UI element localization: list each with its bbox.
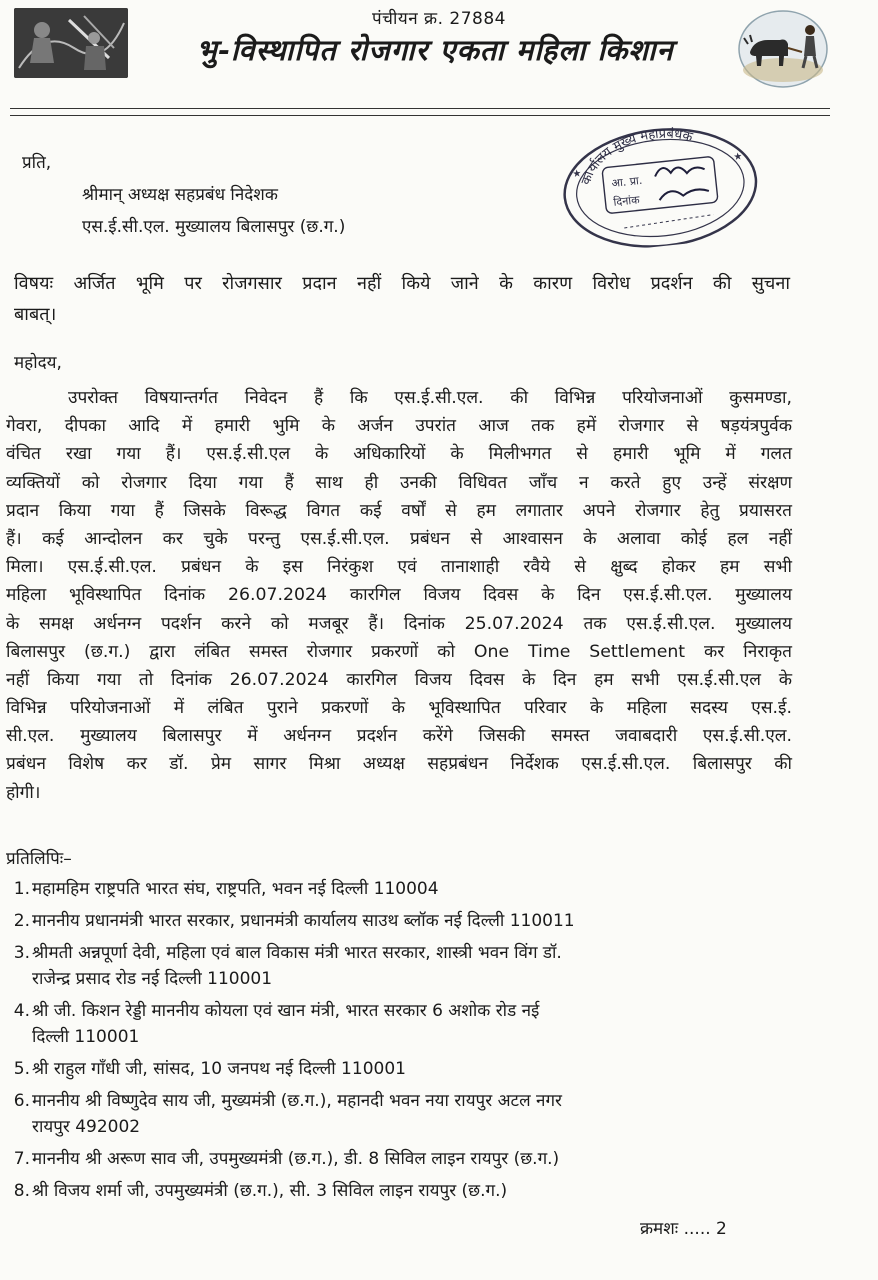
body-line: महिला भूविस्थापित दिनांक 26.07.2024 कारगिल विजय दिवस के दिन एस.ई.सी.एल. मुख्यालय [6, 585, 792, 606]
svg-text:★: ★ [571, 168, 582, 181]
cc-item-text: दिल्ली 110001 [32, 1027, 140, 1047]
cc-item [0, 998, 790, 1050]
body-line: प्रबंधन विशेष कर डॉ. प्रेम सागर मिश्रा अध्यक्ष सहप्रबंधन निर्देशक एस.ई.सी.एल. बिलासपुर की [6, 754, 792, 775]
cc-item [0, 1146, 790, 1172]
body-line: हैं। कई आन्दोलन कर चुके परन्तु एस.ई.सी.एल. प्रबंधन से आश्वासन के अलावा कोई हल नहीं [6, 528, 792, 549]
subject-block [14, 268, 790, 330]
subject-line: बाबत्। [14, 304, 57, 325]
cc-item [0, 1178, 790, 1204]
cc-item-text: श्री राहुल गाँधी जी, सांसद, 10 जनपथ नई दिल्ली 110001 [32, 1059, 406, 1079]
cc-item [0, 1088, 790, 1140]
cc-item-number: 2. [13, 911, 30, 931]
registration-number: पंचीयन क्र. 27884 [372, 9, 506, 29]
addressee-line-1: श्रीमान् अध्यक्ष सहप्रबंध निदेशक [82, 185, 278, 205]
cc-list [0, 876, 790, 1204]
stamp-ring-text: कार्यालय मुख्य महाप्रबंधक [578, 126, 694, 188]
cc-item [0, 1056, 790, 1082]
cc-item-text: श्री जी. किशन रेड्डी माननीय कोयला एवं खान मंत्री, भारत सरकार 6 अशोक रोड नई [32, 1001, 540, 1021]
subject-line: विषयः अर्जित भूमि पर रोजगसार प्रदान नहीं किये जाने के कारण विरोध प्रदर्शन की सुचना [14, 273, 790, 294]
stamp-signature [654, 164, 709, 201]
continuation-note: क्रमशः ..... 2 [640, 1219, 727, 1239]
body-line: बिलासपुर (छ.ग.) द्वारा लंबित समस्त रोजगार प्रकरणों को One Time Settlement कर निराकृत [6, 641, 792, 662]
body-line: विभिन्न परियोजनाओं में लंबित पुराने प्रकरणों के भूविस्थापित परिवार के महिला सदस्य एस.ई. [6, 698, 792, 719]
body-line: वंचित रखा गया हैं। एस.ई.सी.एल के अधिकारियों के मिलीभगत से हमारी भूमि में गलत [6, 444, 792, 465]
header-rule-top [10, 108, 830, 109]
body-line: उपरोक्त विषयान्तर्गत निवेदन हैं कि एस.ई.सी.एल. की विभिन्न परियोजनाओं कुसमण्डा, [68, 388, 792, 408]
header-rule-bottom [10, 115, 830, 116]
round-seal-icon [554, 114, 766, 256]
ploughing-farmer-icon [736, 8, 830, 90]
stamp-date-label: दिनांक [612, 193, 641, 209]
body-line: गेवरा, दीपका आदि में हमारी भुमि के अर्जन उपरांत आज तक हमें रोजगार से षड़यंत्रपुर्वक [6, 416, 792, 437]
cc-item-text: माननीय प्रधानमंत्री भारत सरकार, प्रधानमंत्री कार्यालय साउथ ब्लॉक नई दिल्ली 110011 [32, 911, 575, 931]
cc-item-number: 4. [13, 1001, 30, 1021]
salutation-to: प्रति, [22, 153, 52, 173]
office-received-stamp [554, 114, 766, 256]
cc-item-number: 7. [13, 1149, 30, 1169]
greeting: महोदय, [14, 353, 62, 373]
body-line: नहीं किया गया तो दिनांक 26.07.2024 कारगिल विजय दिवस के दिन हम सभी एस.ई.सी.एल के [6, 669, 792, 690]
cc-item-number: 1. [13, 879, 30, 899]
stamp-inward-label: आ. प्रा. [610, 173, 643, 191]
body-line: मिला। एस.ई.सी.एल. प्रबंधन के इस निरंकुश एवं तानाशाही रवैये से क्षुब्द होकर हम सभी [6, 557, 792, 578]
cc-item-text: राजेन्द्र प्रसाद रोड नई दिल्ली 110001 [32, 969, 273, 989]
body-line: होगी। [6, 782, 41, 803]
cc-item-text: माननीय श्री विष्णुदेव साय जी, मुख्यमंत्री (छ.ग.), महानदी भवन नया रायपुर अटल नगर [32, 1091, 563, 1111]
cc-item-number: 8. [13, 1181, 30, 1201]
body-line: सी.एल. मुख्यालय बिलासपुर में अर्धनग्न प्रदर्शन करेंगे जिसकी समस्त जवाबदारी एस.ई.सी.एल. [6, 726, 792, 747]
addressee-line-2: एस.ई.सी.एल. मुख्यालय बिलासपुर (छ.ग.) [82, 217, 346, 237]
cc-item-text: महामहिम राष्ट्रपति भारत संघ, राष्ट्रपति, भवन नई दिल्ली 110004 [32, 879, 439, 899]
cc-heading: प्रतिलिपिः– [6, 849, 72, 869]
cc-item-number: 6. [13, 1091, 30, 1111]
body-line: प्रदान किया गया हैं जिसके विरूद्ध विगत कई वर्षों से हम लगातार अपने रोजगार हेतु प्रयासरत [6, 500, 792, 521]
cc-item-number: 3. [13, 943, 30, 963]
cc-item [0, 940, 790, 992]
cc-item [0, 908, 790, 934]
body-line: व्यक्तियों को रोजगार दिया गया हैं साथ ही उनकी विधिवत जाँच न करते हुए उन्हें संरक्षण [6, 472, 792, 493]
cc-item-number: 5. [13, 1059, 30, 1079]
cc-item [0, 876, 790, 902]
body-line: के समक्ष अर्धनग्न पदर्शन करने को मजबूर हैं। दिनांक 25.07.2024 तक एस.ई.सी.एल. मुख्यालय [6, 613, 792, 634]
cc-item-text: श्री विजय शर्मा जी, उपमुख्यमंत्री (छ.ग.), सी. 3 सिविल लाइन रायपुर (छ.ग.) [32, 1181, 508, 1201]
body-paragraph [6, 384, 792, 807]
farmer-with-bull-logo [736, 8, 830, 90]
cc-item-text: रायपुर 492002 [32, 1117, 141, 1137]
cc-item-text: श्रीमती अन्नपूर्णा देवी, महिला एवं बाल विकास मंत्री भारत सरकार, शास्त्री भवन विंग डॉ. [32, 943, 562, 963]
svg-text:★: ★ [732, 151, 744, 164]
organization-name: भु-विस्थापित रोजगार एकता महिला किशान [196, 33, 674, 67]
cc-item-text: माननीय श्री अरूण साव जी, उपमुख्यमंत्री (छ.ग.), डी. 8 सिविल लाइन रायपुर (छ.ग.) [32, 1149, 560, 1169]
